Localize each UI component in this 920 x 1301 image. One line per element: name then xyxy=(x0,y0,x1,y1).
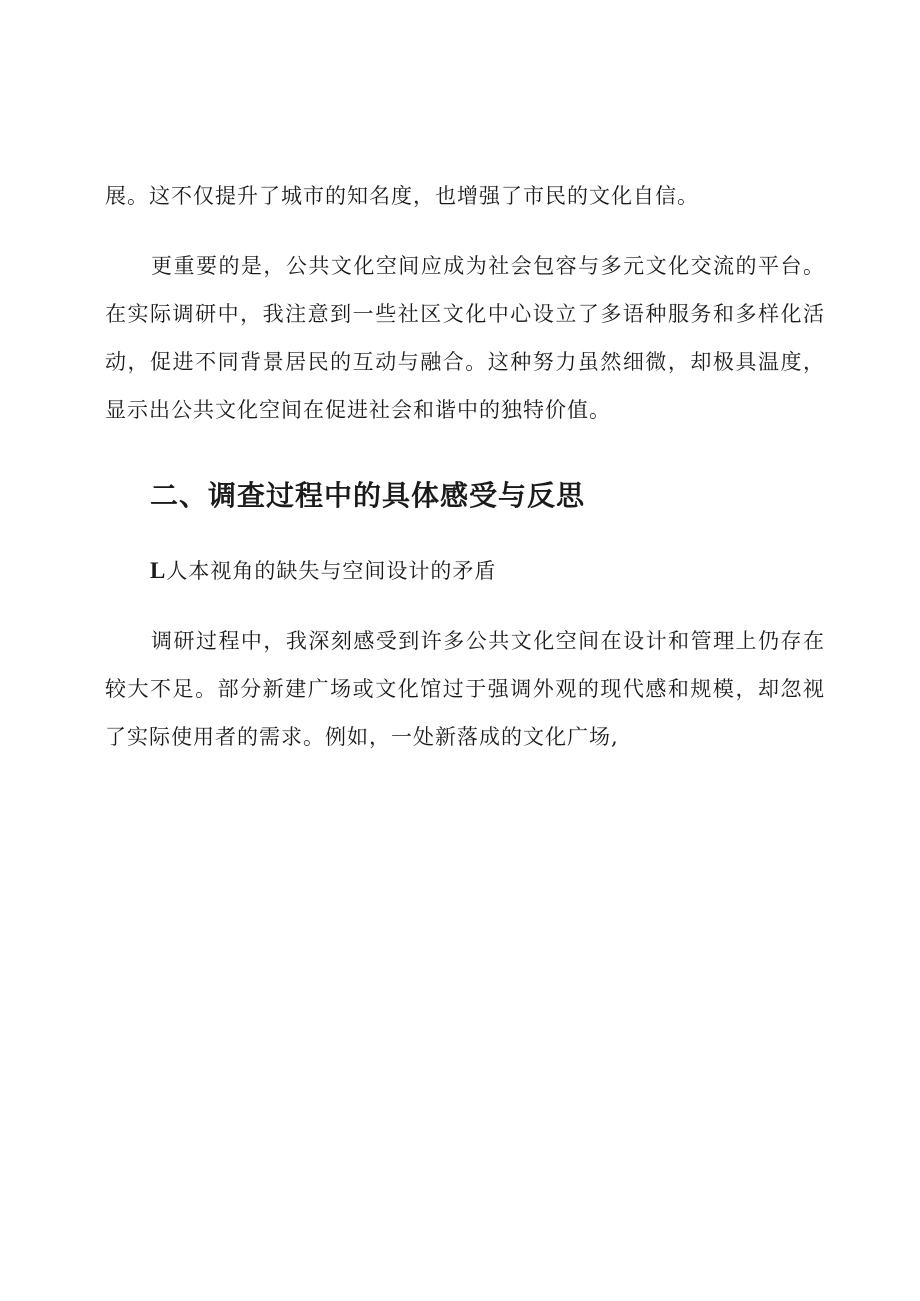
paragraph-continuation: 展。这不仅提升了城市的知名度，也增强了市民的文化自信。 xyxy=(105,184,699,208)
section-heading: 二、调查过程中的具体感受与反思 xyxy=(150,479,586,512)
subsection-number: L xyxy=(150,558,167,583)
subsection-heading xyxy=(150,551,496,591)
subsection-title: 人本视角的缺失与空间设计的矛盾 xyxy=(166,559,497,583)
paragraph-social-inclusion: 更重要的是，公共文化空间应成为社会包容与多元文化交流的平台。在实际调研中，我注意到一些社区文化中心设立了多语种服务和多样化活动，促进不同背景居民的互动与融合。这种努力虽然细微，却极具温度，显示出公共文化空间在促进社会和谐中的独特价值。 xyxy=(105,254,825,422)
paragraph-survey-body: 调研过程中，我深刻感受到许多公共文化空间在设计和管理上仍存在较大不足。部分新建广场或文化馆过于强调外观的现代感和规模，却忽视了实际使用者的需求。例如，一处新落成的文化广场, xyxy=(105,629,825,749)
